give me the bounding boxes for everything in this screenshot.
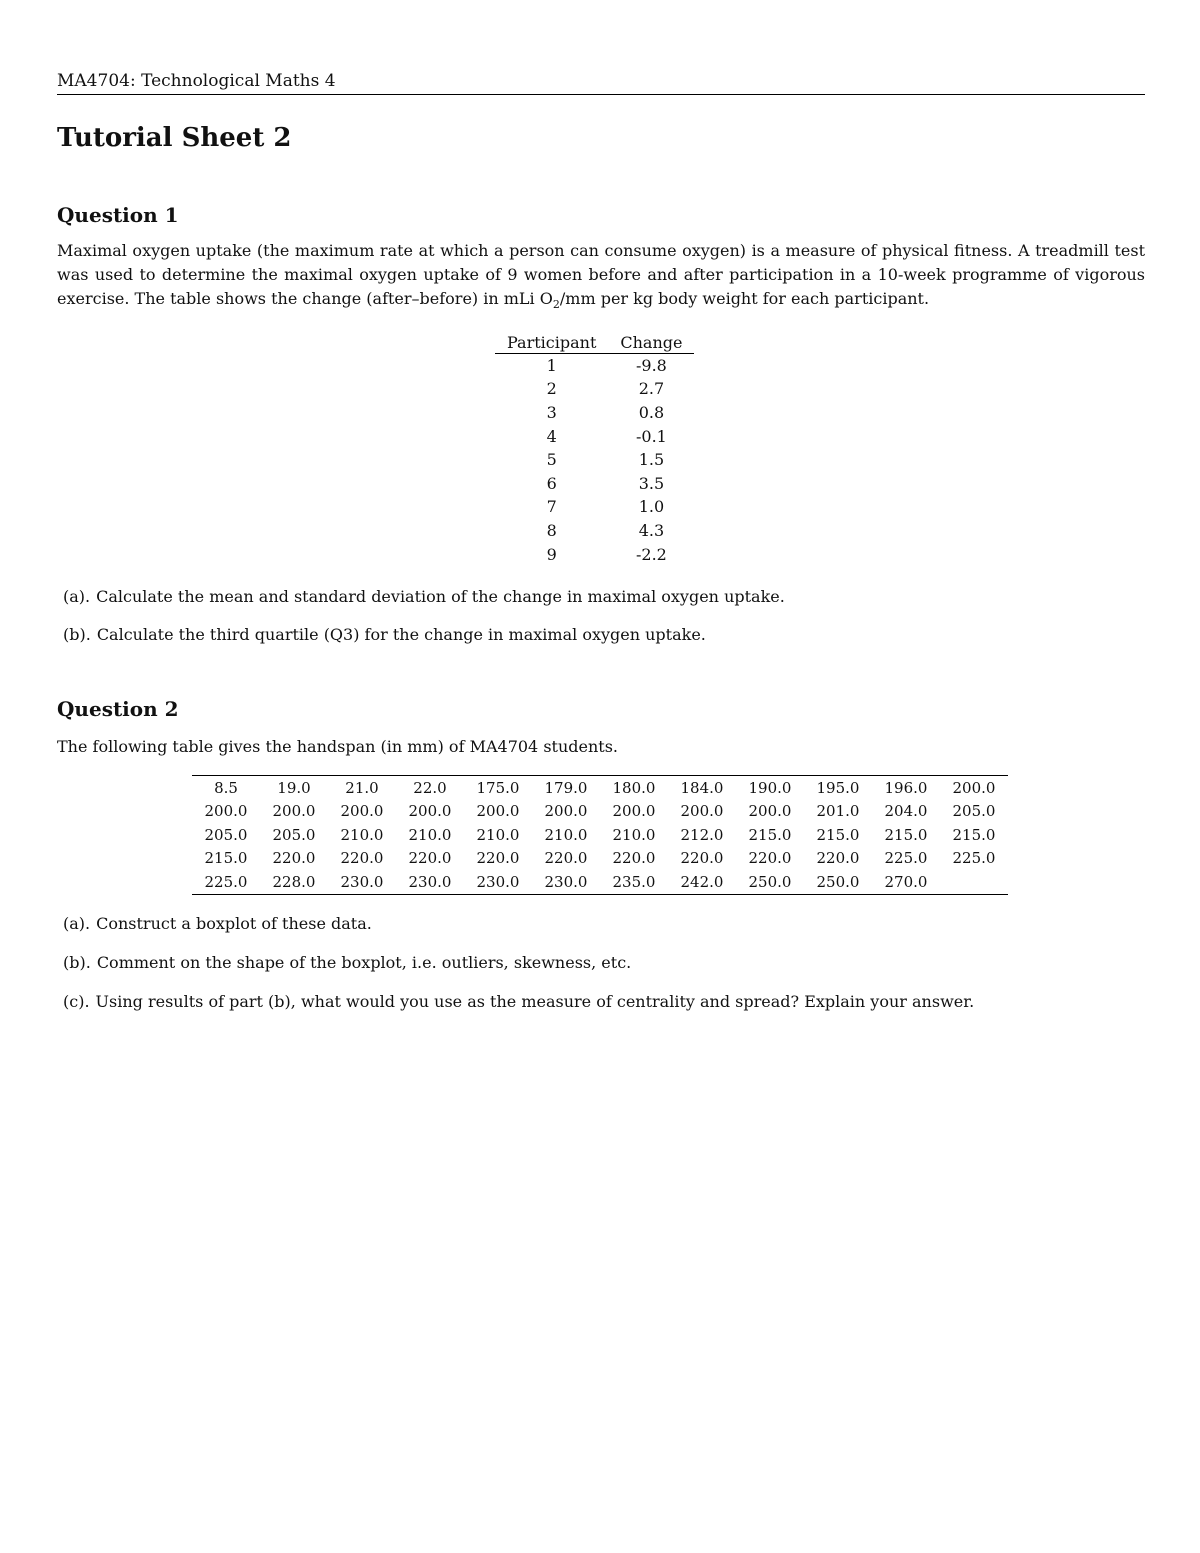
participant-cell: 7 — [546, 497, 557, 517]
question-1-heading: Question 1 — [57, 203, 179, 227]
handspan-cell: 19.0 — [277, 778, 311, 797]
handspan-cell: 184.0 — [680, 778, 724, 797]
handspan-cell: 215.0 — [816, 825, 860, 844]
handspan-cell: 205.0 — [272, 825, 316, 844]
handspan-cell: 220.0 — [680, 849, 724, 868]
question-2-part-b — [63, 952, 631, 974]
handspan-cell: 200.0 — [272, 802, 316, 821]
handspan-table — [192, 775, 1008, 895]
handspan-cell: 175.0 — [476, 778, 520, 797]
part-label: (c). — [63, 992, 90, 1011]
table-row — [495, 519, 694, 543]
handspan-cell: 210.0 — [476, 825, 520, 844]
table-row — [495, 543, 694, 567]
table-row — [495, 425, 694, 449]
handspan-cell: 200.0 — [680, 802, 724, 821]
handspan-cell: 250.0 — [748, 872, 792, 891]
handspan-cell: 220.0 — [340, 849, 384, 868]
change-cell: 2.7 — [638, 379, 665, 399]
column-header-change: Change — [608, 331, 694, 354]
table-row — [192, 823, 1008, 847]
table-row — [495, 472, 694, 496]
question-1-intro-tail: /mm per kg body weight for each participant. — [559, 289, 930, 308]
table-row — [192, 776, 1008, 800]
table-row — [495, 496, 694, 520]
handspan-cell: 220.0 — [408, 849, 452, 868]
part-text: Using results of part (b), what would you use as the measure of centrality and spread? Explain your answer. — [95, 992, 975, 1011]
handspan-cell: 205.0 — [952, 802, 996, 821]
handspan-cell: 228.0 — [272, 872, 316, 891]
question-1-intro — [57, 239, 1145, 317]
handspan-cell: 210.0 — [408, 825, 452, 844]
handspan-cell: 250.0 — [816, 872, 860, 891]
change-cell: -2.2 — [636, 544, 667, 564]
part-label: (b). — [63, 953, 91, 972]
participant-cell: 4 — [546, 426, 557, 446]
handspan-cell: 270.0 — [884, 872, 928, 891]
change-cell: 1.5 — [638, 450, 665, 470]
handspan-cell: 200.0 — [204, 802, 248, 821]
table-header-row — [495, 331, 694, 354]
handspan-cell — [940, 870, 1008, 894]
part-label: (a). — [63, 587, 91, 606]
table-row — [495, 448, 694, 472]
handspan-cell: 215.0 — [204, 849, 248, 868]
handspan-cell: 210.0 — [544, 825, 588, 844]
handspan-cell: 196.0 — [884, 778, 928, 797]
handspan-cell: 230.0 — [476, 872, 520, 891]
handspan-cell: 210.0 — [340, 825, 384, 844]
handspan-cell: 220.0 — [816, 849, 860, 868]
table-row — [192, 847, 1008, 871]
change-cell: -9.8 — [636, 355, 667, 375]
participant-cell: 8 — [546, 520, 557, 540]
participant-cell: 9 — [546, 544, 557, 564]
part-label: (b). — [63, 625, 91, 644]
table-row — [495, 401, 694, 425]
question-2-part-c — [63, 991, 974, 1013]
handspan-cell: 200.0 — [748, 802, 792, 821]
handspan-cell: 210.0 — [612, 825, 656, 844]
subscript-2: 2 — [552, 298, 560, 312]
handspan-cell: 220.0 — [748, 849, 792, 868]
handspan-cell: 220.0 — [476, 849, 520, 868]
table-row — [192, 870, 1008, 894]
handspan-cell: 230.0 — [408, 872, 452, 891]
handspan-cell: 242.0 — [680, 872, 724, 891]
participant-cell: 5 — [546, 450, 557, 470]
handspan-cell: 212.0 — [680, 825, 724, 844]
handspan-cell: 200.0 — [952, 778, 996, 797]
handspan-cell: 230.0 — [340, 872, 384, 891]
handspan-cell: 195.0 — [816, 778, 860, 797]
change-cell: 1.0 — [638, 497, 665, 517]
part-text: Comment on the shape of the boxplot, i.e. outliers, skewness, etc. — [96, 953, 632, 972]
part-text: Calculate the third quartile (Q3) for the change in maximal oxygen uptake. — [96, 625, 706, 644]
handspan-cell: 179.0 — [544, 778, 588, 797]
handspan-cell: 201.0 — [816, 802, 860, 821]
question-1-part-b — [63, 624, 706, 646]
handspan-cell: 225.0 — [884, 849, 928, 868]
handspan-cell: 200.0 — [408, 802, 452, 821]
handspan-cell: 225.0 — [204, 872, 248, 891]
participant-cell: 6 — [546, 473, 557, 493]
change-cell: 0.8 — [638, 402, 665, 422]
handspan-cell: 230.0 — [544, 872, 588, 891]
participant-cell: 1 — [546, 355, 557, 375]
handspan-cell: 22.0 — [413, 778, 447, 797]
question-1-part-a — [63, 586, 785, 608]
handspan-cell: 200.0 — [476, 802, 520, 821]
handspan-cell: 235.0 — [612, 872, 656, 891]
handspan-cell: 200.0 — [544, 802, 588, 821]
handspan-cell: 215.0 — [748, 825, 792, 844]
handspan-cell: 8.5 — [214, 778, 238, 797]
table-row — [192, 800, 1008, 824]
change-cell: -0.1 — [636, 426, 667, 446]
handspan-cell: 180.0 — [612, 778, 656, 797]
participant-cell: 2 — [546, 379, 557, 399]
change-cell: 4.3 — [638, 520, 665, 540]
handspan-cell: 225.0 — [952, 849, 996, 868]
handspan-cell: 200.0 — [612, 802, 656, 821]
table-row — [495, 354, 694, 378]
handspan-cell: 200.0 — [340, 802, 384, 821]
oxygen-uptake-table — [495, 331, 694, 566]
column-header-participant: Participant — [495, 331, 608, 354]
part-text: Construct a boxplot of these data. — [96, 914, 372, 933]
handspan-cell: 190.0 — [748, 778, 792, 797]
handspan-cell: 220.0 — [272, 849, 316, 868]
change-cell: 3.5 — [638, 473, 665, 493]
part-text: Calculate the mean and standard deviation of the change in maximal oxygen uptake. — [96, 587, 785, 606]
handspan-cell: 215.0 — [884, 825, 928, 844]
participant-cell: 3 — [546, 402, 557, 422]
page-title: Tutorial Sheet 2 — [57, 123, 292, 153]
handspan-cell: 205.0 — [204, 825, 248, 844]
question-2-part-a — [63, 913, 372, 935]
handspan-cell: 220.0 — [544, 849, 588, 868]
part-label: (a). — [63, 914, 91, 933]
handspan-cell: 220.0 — [612, 849, 656, 868]
running-header: MA4704: Technological Maths 4 — [57, 70, 1145, 95]
question-2-intro: The following table gives the handspan (in mm) of MA4704 students. — [57, 737, 618, 756]
handspan-cell: 21.0 — [345, 778, 379, 797]
question-1-intro-text: Maximal oxygen uptake (the maximum rate at which a person can consume oxygen) is a measure of physical fitness. A treadmill test was used to determine the maximal oxygen uptake of 9 women before and after participation in a 10-week programme of vigorous exercise. The table shows the change (after–before) in mLi O — [57, 241, 1145, 308]
handspan-cell: 215.0 — [952, 825, 996, 844]
table-row — [495, 378, 694, 402]
question-2-heading: Question 2 — [57, 697, 179, 721]
handspan-cell: 204.0 — [884, 802, 928, 821]
